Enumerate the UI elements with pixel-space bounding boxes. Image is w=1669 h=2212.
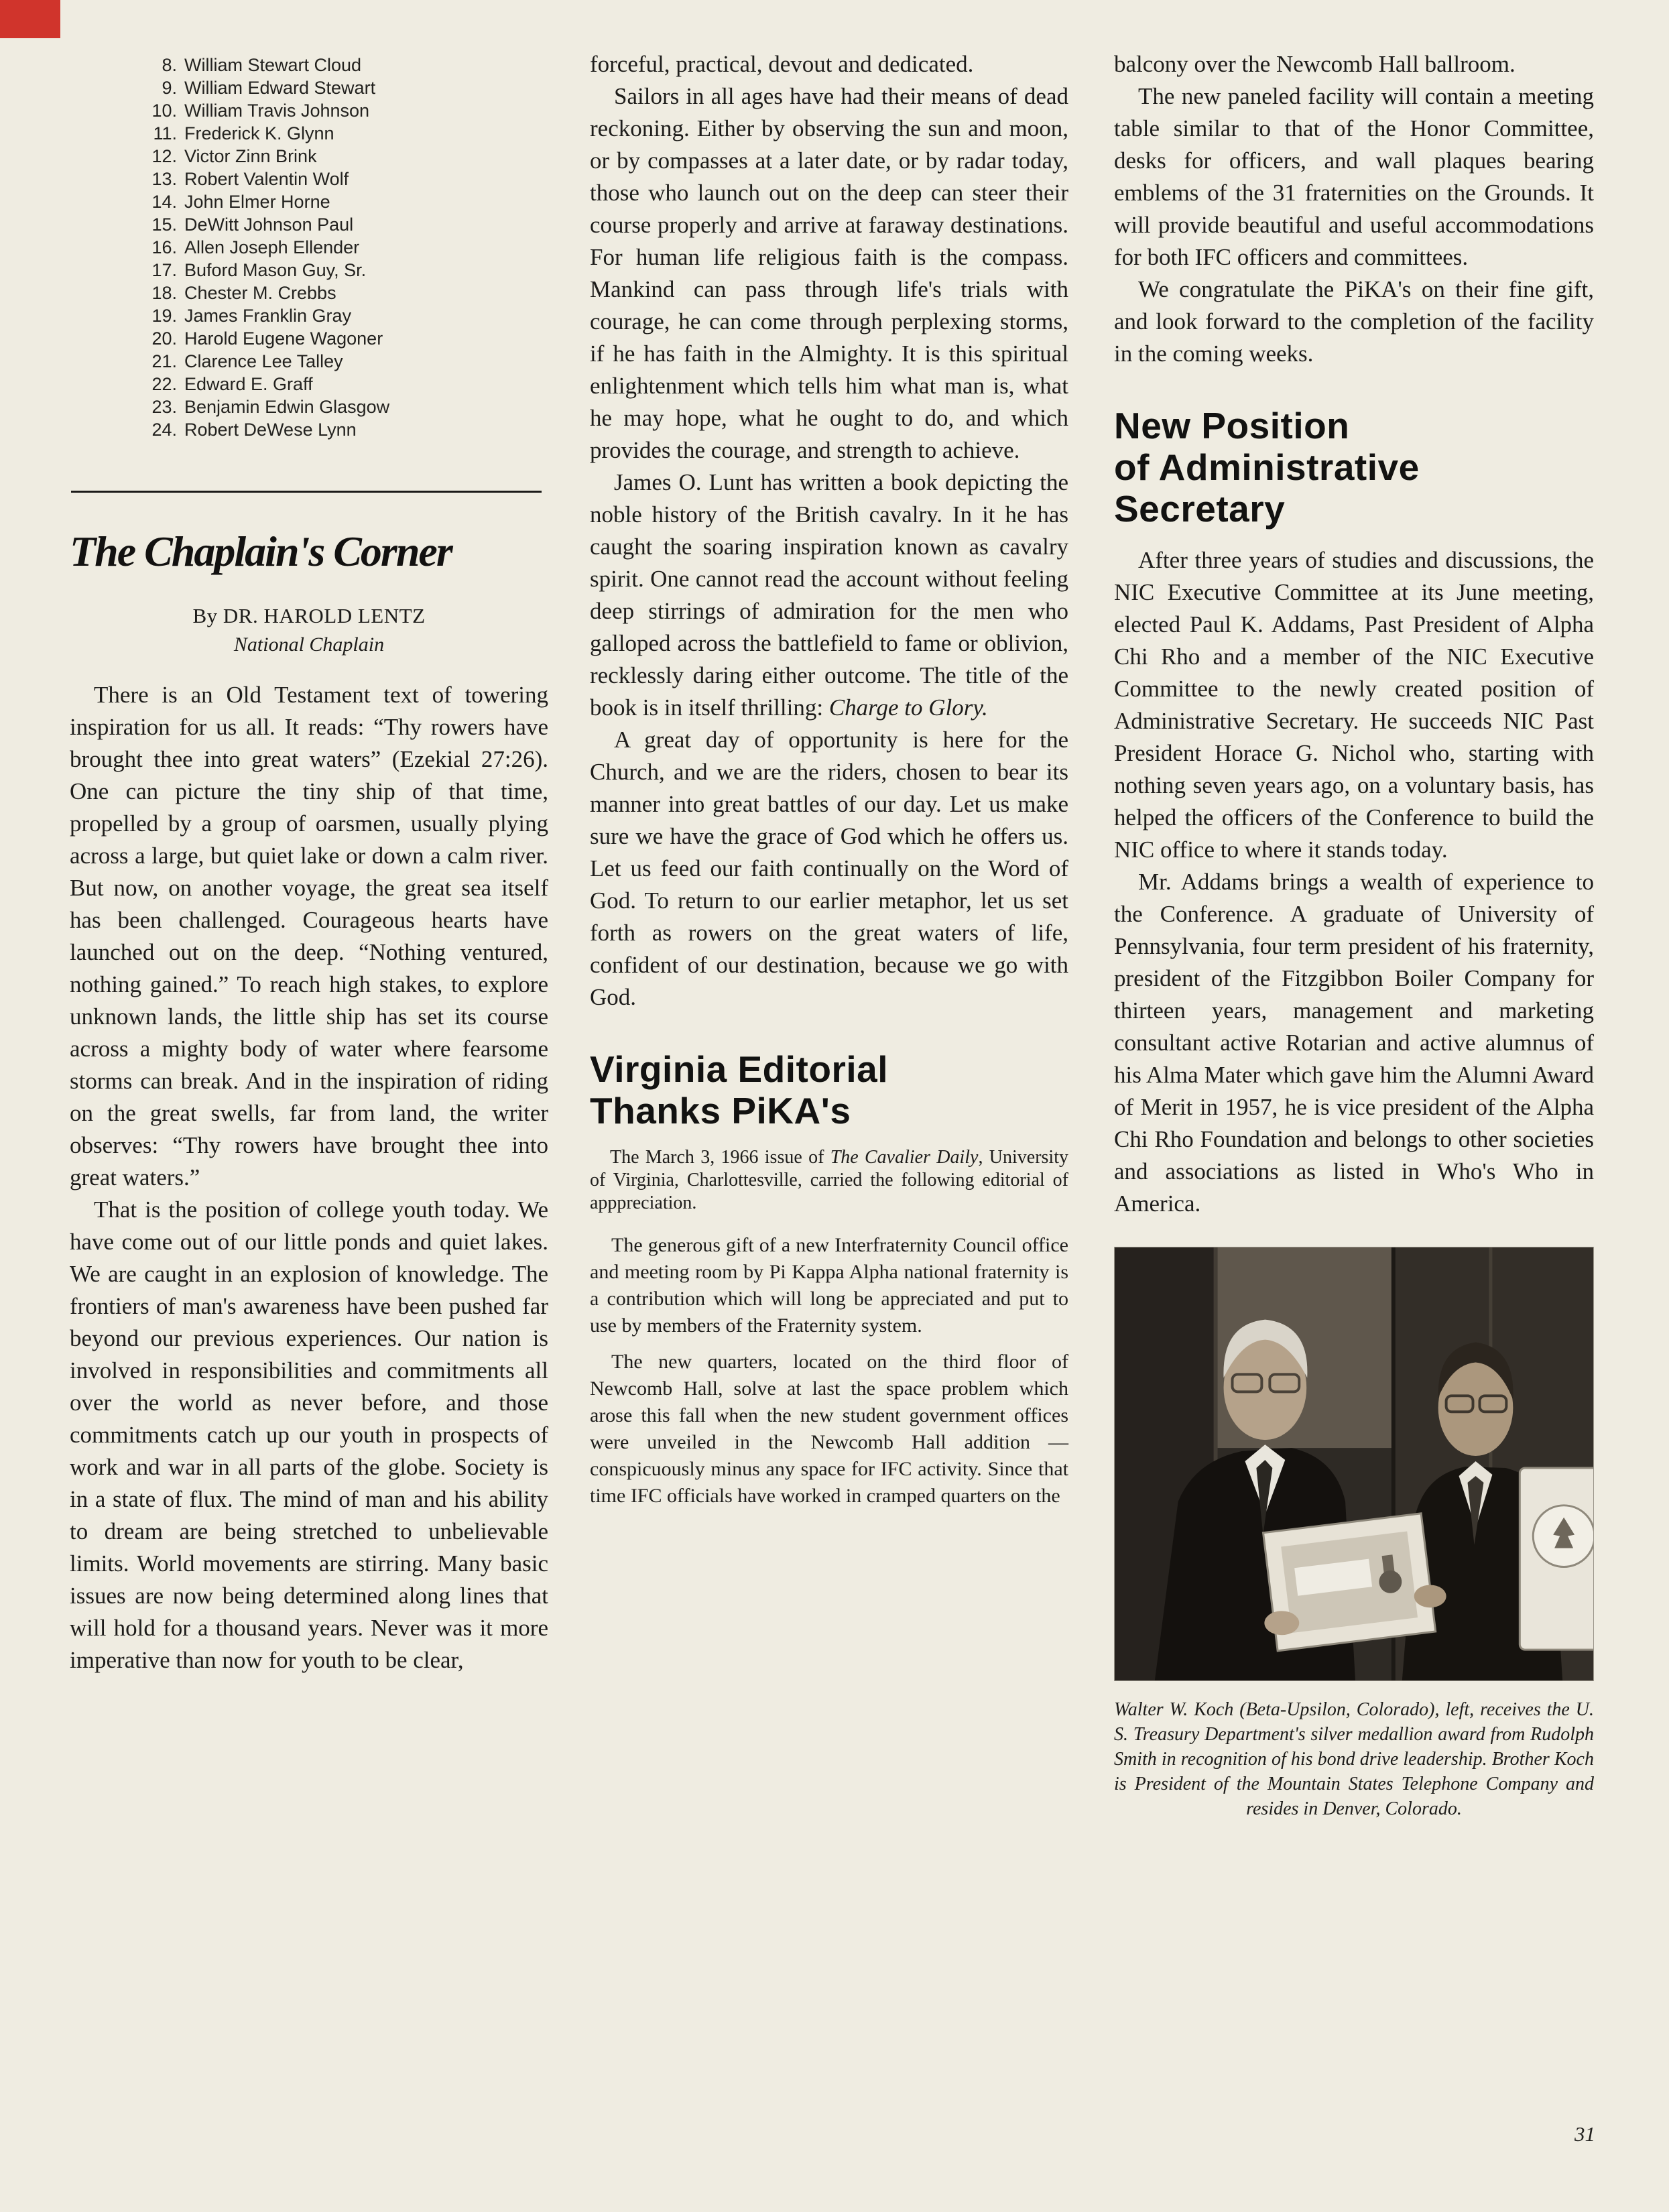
list-item-name: John Elmer Horne <box>184 192 330 212</box>
list-item <box>141 54 548 76</box>
list-item-name: William Travis Johnson <box>184 101 370 121</box>
paragraph: We congratulate the PiKA's on their fine gift, and look forward to the completion of the facility in the coming weeks. <box>1114 276 1594 367</box>
paragraph: The new paneled facility will contain a meeting table similar to that of the Honor Committee, desks for officers, and wall plaques bearing emblems of the 31 fraternities on the Grounds. It will provide beautiful and useful accommodations for both IFC officers and committees. <box>1114 83 1594 270</box>
photo-caption: Walter W. Koch (Beta-Upsilon, Colorado), left, receives the U. S. Treasury Department's silver medallion award from Rudolph Smith in recognition of his bond drive leadership. Brother Koch is President of the Mountain States Telephone Company and resides in Denver, Colorado. <box>1114 1699 1594 1819</box>
note-text: The March 3, 1966 issue of <box>610 1147 830 1168</box>
title-line: Virginia Editorial <box>590 1048 889 1090</box>
title-line: Thanks PiKA's <box>590 1090 851 1131</box>
note-text: , University of Virginia, Charlottesville, carried the following editorial of apppreciation. <box>590 1147 1068 1213</box>
section-divider <box>71 491 542 493</box>
list-item-number: 15. <box>151 214 177 235</box>
list-item <box>141 76 548 99</box>
list-item-number: 11. <box>153 123 177 143</box>
list-item-number: 10. <box>151 101 177 121</box>
list-item-name: Robert Valentin Wolf <box>184 169 349 189</box>
title-line: of Administrative <box>1114 446 1420 488</box>
list-item-name: Buford Mason Guy, Sr. <box>184 260 367 280</box>
list-item-name: Allen Joseph Ellender <box>184 237 360 257</box>
list-item <box>141 213 548 236</box>
list-item-name: Harold Eugene Wagoner <box>184 328 383 349</box>
list-item <box>141 282 548 304</box>
list-item <box>141 259 548 282</box>
list-item-name: Clarence Lee Talley <box>184 351 343 371</box>
list-item-number: 8. <box>162 55 177 75</box>
list-item-number: 16. <box>151 237 177 257</box>
paragraph: balcony over the Newcomb Hall ballroom. <box>1114 51 1516 77</box>
list-item <box>141 190 548 213</box>
list-item-name: William Edward Stewart <box>184 78 376 98</box>
page-number: 31 <box>1574 2122 1595 2146</box>
list-item-number: 19. <box>151 306 177 326</box>
list-item <box>141 122 548 145</box>
virginia-editorial-title <box>590 1048 1068 1131</box>
list-item <box>141 304 548 327</box>
paragraph: After three years of studies and discussions, the NIC Executive Committee at its June meeting, elected Paul K. Addams, Past President of Alpha Chi Rho and a member of the NIC Executive Committee to the newly created position of Administrative Secretary. He succeeds NIC Past President Horace G. Nichol who, starting with nothing seven years ago, on a voluntary basis, has helped the officers of the Conference to build the NIC office to where it stands today. <box>1114 547 1594 863</box>
list-item <box>141 418 548 441</box>
left-column <box>70 54 548 1676</box>
list-item-name: Benjamin Edwin Glasgow <box>184 397 390 417</box>
title-line: New Position <box>1114 405 1350 446</box>
paragraph: There is an Old Testament text of towering inspiration for us all. It reads: “Thy rowers have brought thee into great waters” (Ezekial 27:26). One can picture the tiny ship of that time, propelled by a group of oarsmen, usually plying across a large, but quiet lake or down a calm river. But now, on another voyage, the great sea itself has been challenged. Courageous hearts have launched out on the deep. “Nothing ventured, nothing gained.” To reach high stakes, to explore unknown lands, the little ship has set its course across a mighty body of water where fearsome storms can break. And in the inspiration of riding on the great swells, far from land, the writer observes: “Thy rowers have brought thee into great waters.” <box>70 682 548 1190</box>
book-title: Charge to Glory. <box>828 694 988 721</box>
list-item-name: Edward E. Graff <box>184 374 313 394</box>
byline-role: National Chaplain <box>233 633 385 656</box>
editorial-note <box>590 1146 1068 1215</box>
list-item-number: 22. <box>151 374 177 394</box>
paragraph: The generous gift of a new Interfraternity Council office and meeting room by Pi Kappa Alpha national fraternity is a contribution which will long be appreciated and put to use by members of the Fraternity system. <box>590 1234 1068 1337</box>
paragraph <box>590 467 1068 724</box>
list-item <box>141 395 548 418</box>
award-photo-illustration <box>1115 1247 1593 1680</box>
chaplains-corner-body-col1 <box>70 679 548 1676</box>
list-item-number: 21. <box>151 351 177 371</box>
list-item-number: 14. <box>151 192 177 212</box>
chaplains-corner-title: The Chaplain's Corner <box>70 528 452 575</box>
virginia-editorial-body <box>590 1232 1068 1510</box>
list-item-number: 24. <box>151 420 177 440</box>
list-item-number: 9. <box>162 78 177 98</box>
paragraph: Sailors in all ages have had their means of dead reckoning. Either by observing the sun and moon, or by compasses at a later date, or by radar today, those who launch out on the deep can steer their course properly and arrive at faraway destinations. For human life religious faith is the compass. Mankind can pass through life's trials with courage, he can come through perplexing storms, if he has faith in the Almighty. It is this spiritual enlightenment which tells him what man is, what he may hope, what he ought to do, and which provides the courage, and strength to achieve. <box>590 83 1068 463</box>
new-position-body <box>1114 544 1594 1220</box>
initiates-list <box>141 54 548 441</box>
list-item <box>141 168 548 190</box>
award-photo <box>1114 1247 1594 1681</box>
paragraph-text: James O. Lunt has written a book depicting the noble history of the British cavalry. In it he has caught the soaring inspiration known as cavalry spirit. One cannot read the account without feeling deep stirrings of admiration for the men who galloped across the battlefield to fame or oblivion, recklessly daring either outcome. The title of the book is in itself thrilling: <box>590 469 1068 721</box>
paragraph: That is the position of college youth today. We have come out of our little ponds and quiet lakes. We are caught in an explosion of knowledge. The frontiers of man's awareness have been pushed far beyond our previous experiences. Our nation is involved in responsibilities and commitments all over the world as never before, and those commitments catch up our youth in prospects of work and war in all parts of the globe. Society is in a state of flux. The mind of man and his ability to dream are being stretched to unbelievable limits. World movements are stirring. Many basic issues are now being determined along lines that will hold for a thousand years. Never was it more imperative than now for youth to be clear, <box>70 1196 548 1673</box>
list-item <box>141 145 548 168</box>
list-item <box>141 373 548 395</box>
list-item <box>141 350 548 373</box>
list-item-name: Victor Zinn Brink <box>184 146 317 166</box>
virginia-editorial-continuation <box>1114 48 1594 370</box>
list-item-name: Robert DeWese Lynn <box>184 420 357 440</box>
red-corner-mark <box>0 0 60 38</box>
chaplains-corner-body-col2 <box>590 48 1068 1013</box>
publication-name: The Cavalier Daily <box>830 1147 979 1168</box>
list-item-number: 18. <box>151 283 177 303</box>
list-item-name: James Franklin Gray <box>184 306 352 326</box>
middle-column <box>590 48 1068 1519</box>
list-item-name: DeWitt Johnson Paul <box>184 214 354 235</box>
title-line: Secretary <box>1114 488 1286 530</box>
list-item-number: 20. <box>151 328 177 349</box>
paragraph: The new quarters, located on the third floor of Newcomb Hall, solve at last the space problem which arose this fall when the new student government offices were unveiled in the Newcomb Hall addition —conspicuously minus any space for IFC activity. Since that time IFC officials have worked in cramped quarters on the <box>590 1351 1068 1507</box>
list-item-name: Frederick K. Glynn <box>184 123 334 143</box>
new-position-title <box>1114 405 1594 530</box>
byline: By DR. HAROLD LENTZ <box>192 604 426 627</box>
list-item-number: 12. <box>151 146 177 166</box>
right-column <box>1114 48 1594 1821</box>
list-item <box>141 327 548 350</box>
list-item <box>141 236 548 259</box>
list-item-number: 23. <box>151 397 177 417</box>
list-item <box>141 99 548 122</box>
paragraph: forceful, practical, devout and dedicated. <box>590 51 974 77</box>
list-item-number: 13. <box>151 169 177 189</box>
list-item-number: 17. <box>151 260 177 280</box>
paragraph: Mr. Addams brings a wealth of experience to the Conference. A graduate of University of Pennsylvania, four term president of his fraternity, president of the Fitzgibbon Boiler Company for thirteen years, management and marketing consultant active Rotarian and active alumnus of his Alma Mater which gave him the Alumni Award of Merit in 1957, he is vice president of the Alpha Chi Rho Foundation and belongs to other societies and associations as listed in Who's Who in America. <box>1114 869 1594 1217</box>
paragraph: A great day of opportunity is here for the Church, and we are the riders, chosen to bear its manner into great battles of our day. Let us make sure we have the grace of God which he offers us. Let us feed our faith continually on the Word of God. To return to our earlier metaphor, let us set forth as rowers on the great waters of life, confident of our destination, because we go with God. <box>590 727 1068 1010</box>
list-item-name: William Stewart Cloud <box>184 55 362 75</box>
list-item-name: Chester M. Crebbs <box>184 283 336 303</box>
